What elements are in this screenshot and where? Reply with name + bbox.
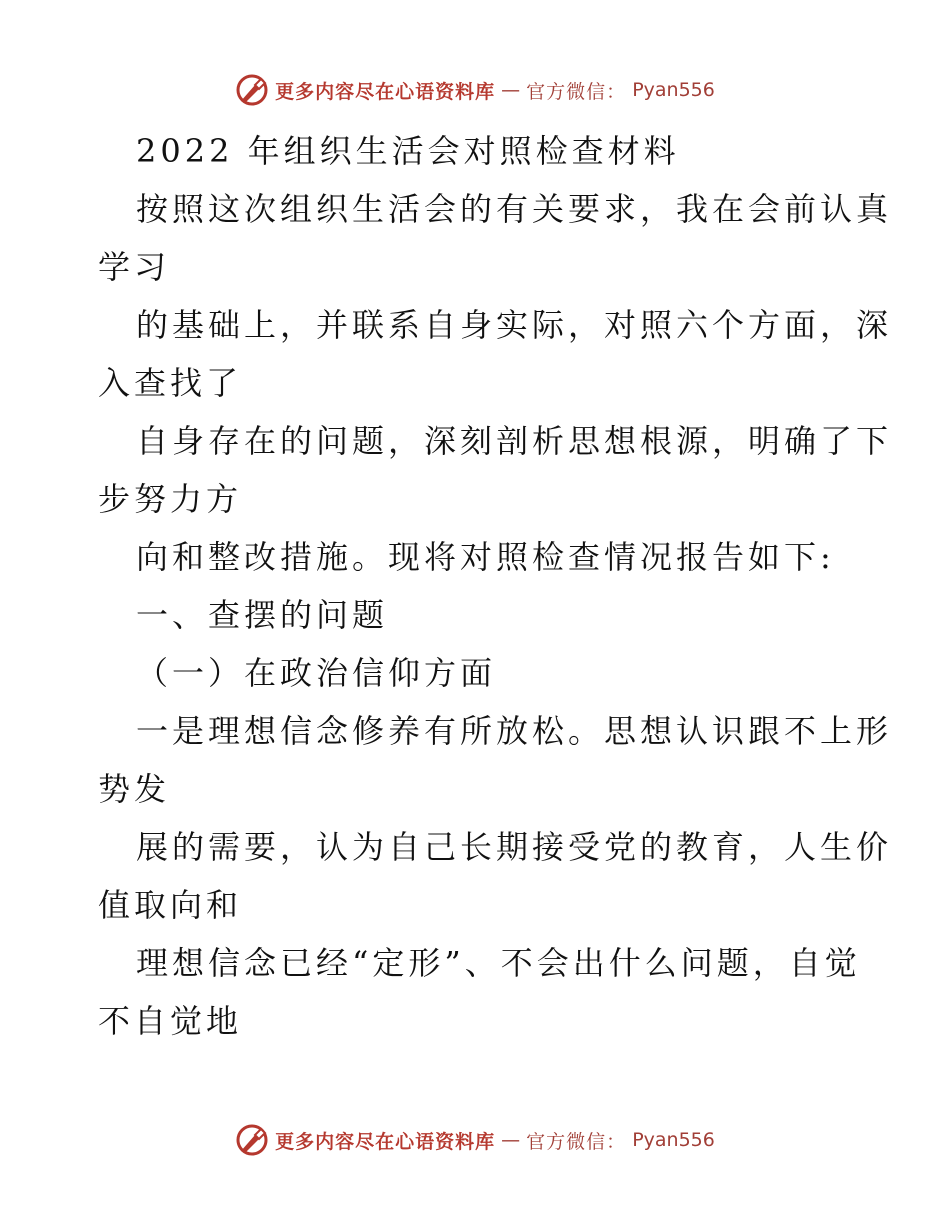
text-line: 展的需要，认为自己长期接受党的教育，人生价: [136, 828, 893, 866]
text-line: 入查找了: [98, 364, 243, 402]
text-line: 的基础上，并联系自身实际，对照六个方面，深: [136, 306, 893, 344]
watermark-main-text: 更多内容尽在心语资料库: [275, 80, 496, 103]
text-line: 按照这次组织生活会的有关要求，我在会前认真: [136, 190, 893, 228]
document-title: 2022 年组织生活会对照检查材料: [136, 132, 680, 170]
text-line: 不自觉地: [98, 1002, 243, 1040]
text-line: 步努力方: [98, 480, 243, 518]
text-line: 自身存在的问题，深刻剖析思想根源，明确了下: [136, 422, 893, 460]
subsection-heading: （一）在政治信仰方面: [136, 654, 497, 692]
text-line: 向和整改措施。现将对照检查情况报告如下:: [136, 538, 835, 576]
text-line: 势发: [98, 770, 171, 808]
watermark-separator: —: [501, 1129, 521, 1151]
header-watermark: [0, 70, 950, 110]
watermark-wechat-id: Pyan556: [632, 1129, 715, 1151]
watermark-separator: —: [501, 79, 521, 101]
text-line: 理想信念已经“定形”、不会出什么问题，自觉: [136, 944, 861, 982]
text-line: 一是理想信念修养有所放松。思想认识跟不上形: [136, 712, 893, 750]
watermark-main-text: 更多内容尽在心语资料库: [275, 1130, 496, 1153]
text-line: 学习: [98, 248, 171, 286]
footer-watermark: [0, 1120, 950, 1160]
pen-logo-icon: [235, 1123, 269, 1157]
pen-logo-icon: [235, 73, 269, 107]
document-body: [98, 122, 893, 1050]
text-line: 值取向和: [98, 886, 243, 924]
watermark-wechat-label: 官方微信：: [526, 1130, 627, 1153]
watermark-wechat-id: Pyan556: [632, 79, 715, 101]
section-heading: 一、查摆的问题: [136, 596, 389, 634]
watermark-wechat-label: 官方微信：: [526, 80, 627, 103]
